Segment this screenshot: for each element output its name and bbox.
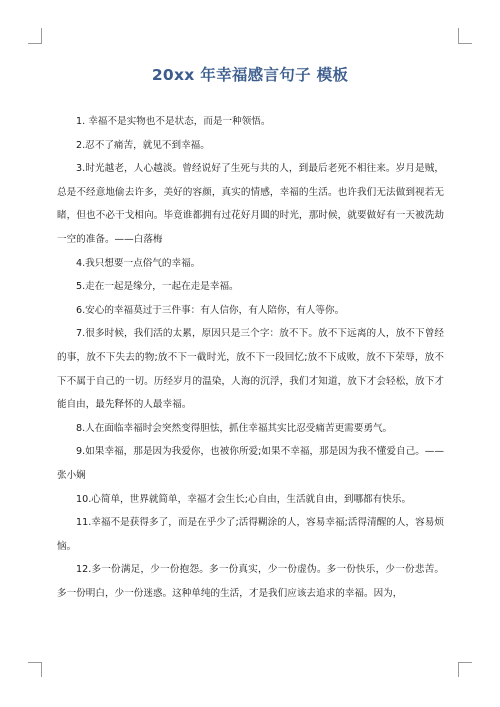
document-body: [57, 110, 444, 605]
paragraph: 1. 幸福不是实物也不是状态，而是一种领悟。: [76, 116, 271, 127]
crop-mark-bottom-left: [28, 662, 42, 663]
crop-mark-top-left: [28, 43, 42, 44]
document-title: 20xx 年幸福感言句子 模板: [151, 66, 349, 84]
paragraph: 11.幸福不是获得多了，而是在乎少了;活得糊涂的人，容易幸福;活得清醒的人，容易烦恼。: [57, 517, 444, 552]
crop-mark-top-right: [458, 28, 459, 43]
crop-mark-bottom-left: [41, 662, 42, 677]
paragraph: 7.很多时候，我们活的太累，原因只是三个字：放不下。放不下远离的人，放不下曾经的事，放不下失去的物;放不下一截时光，放不下一段回忆;放不下成败，放不下荣辱，放不下不属于自己的一切。历经岁月的温染，人海的沉浮，我们才知道，放下才会轻松，放下才能自由，最先释怀的人最幸福。: [57, 328, 444, 411]
paragraph: 5.走在一起是缘分，一起在走是幸福。: [76, 281, 239, 293]
paragraph: 2.忍不了痛苦，就见不到幸福。: [76, 139, 210, 151]
paragraph: 10.心简单，世界就简单，幸福才会生长;心自由，生活就自由，到哪都有快乐。: [76, 493, 412, 505]
paragraph: 12.多一份满足，少一份抱怨。多一份真实，少一份虚伪。多一份快乐，少一份悲苦。多一份明白，少一份迷惑。这种单纯的生活，才是我们应该去追求的幸福。因为，: [57, 564, 444, 599]
paragraph: 4.我只想要一点俗气的幸福。: [76, 257, 201, 269]
paragraph: 9.如果幸福，那是因为我爱你，也被你所爱;如果不幸福，那是因为我不懂爱自己。——张小娴: [57, 446, 444, 481]
crop-mark-bottom-right: [458, 662, 459, 677]
crop-mark-top-right: [458, 43, 472, 44]
paragraph: 8.人在面临幸福时会突然变得胆怯，抓住幸福其实比忍受痛苦更需要勇气。: [76, 422, 393, 434]
crop-mark-bottom-right: [458, 662, 472, 663]
paragraph: 6.安心的幸福莫过于三件事：有人信你，有人陪你，有人等你。: [76, 304, 345, 316]
crop-mark-top-left: [41, 28, 42, 43]
paragraph: 3.时光越老，人心越淡。曾经说好了生死与共的人，到最后老死不相往来。岁月是贼，总是不经意地偷去许多，美好的容颜，真实的情感，幸福的生活。也许我们无法做到视若无睹，但也不必干戈相向。毕竟谁都拥有过花好月圆的时光，那时候，就要做好有一天被洗劫一空的准备。——白落梅: [57, 163, 444, 245]
